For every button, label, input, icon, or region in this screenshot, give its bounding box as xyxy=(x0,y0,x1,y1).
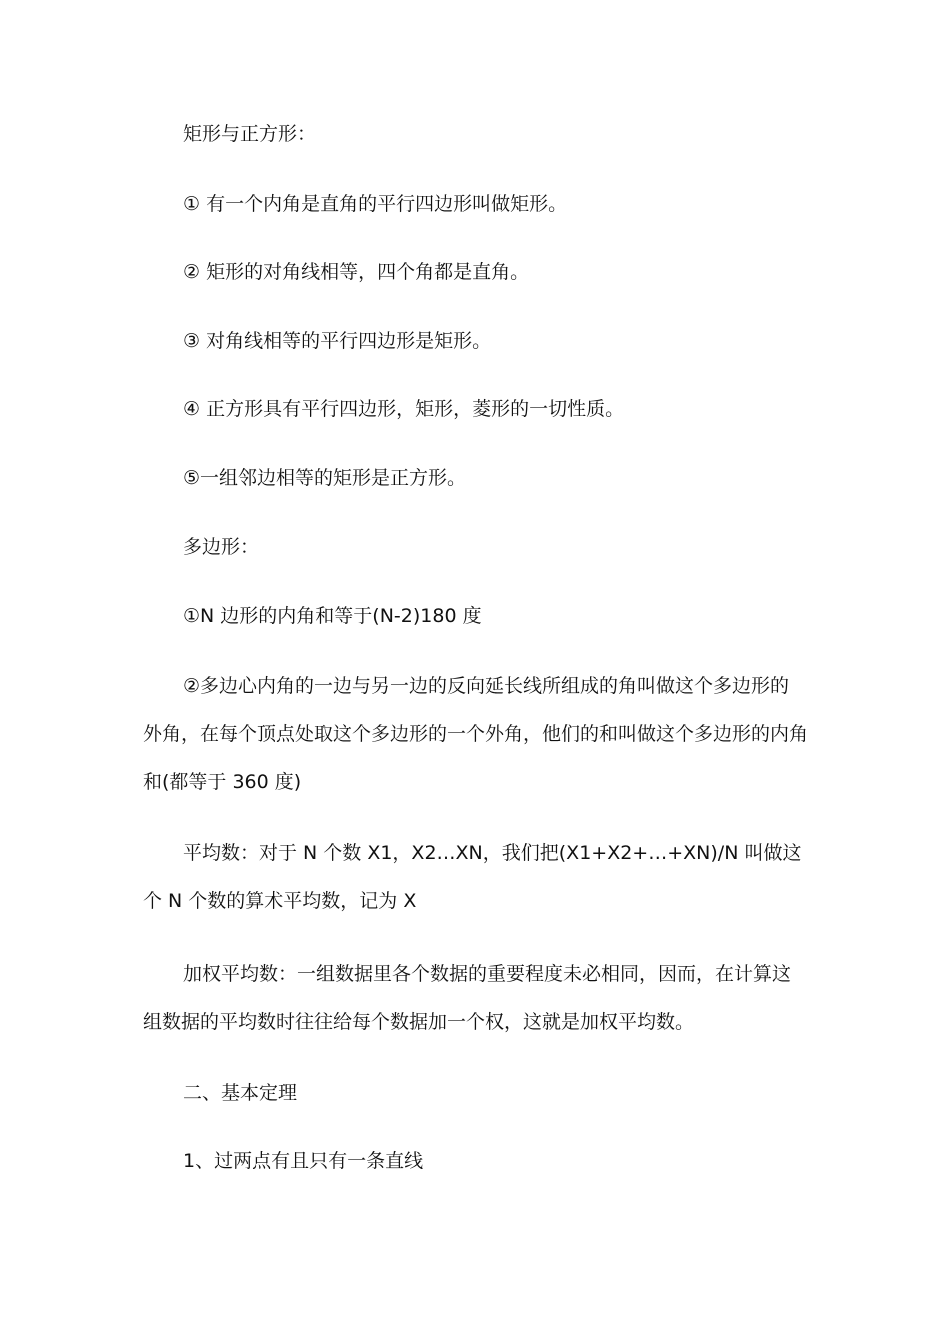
paragraph-square-properties: ④ 正方形具有平行四边形，矩形，菱形的一切性质。 xyxy=(183,398,625,420)
paragraph-rectangle-criterion: ③ 对角线相等的平行四边形是矩形。 xyxy=(183,330,492,352)
heading-rectangle-square: 矩形与正方形： xyxy=(183,123,317,145)
paragraph-weighted-mean: 加权平均数：一组数据里各个数据的重要程度未必相同，因而，在计算这组数据的平均数时往往给每个数据加一个权，这就是加权平均数。 xyxy=(143,963,792,1033)
heading-polygon: 多边形： xyxy=(183,536,260,558)
paragraph-polygon-exterior-angle: ②多边心内角的一边与另一边的反向延长线所组成的角叫做这个多边形的外角，在每个顶点处取这个多边形的一个外角，他们的和叫做这个多边形的内角和(都等于 360 度) xyxy=(143,675,809,793)
paragraph-mean-definition: 平均数：对于 N 个数 X1，X2…XN，我们把(X1+X2+…+XN)/N 叫做这个 N 个数的算术平均数，记为 X xyxy=(143,842,802,912)
paragraph-rectangle-property: ② 矩形的对角线相等，四个角都是直角。 xyxy=(183,261,530,283)
heading-basic-theorems: 二、基本定理 xyxy=(183,1082,298,1104)
paragraph-rectangle-definition: ① 有一个内角是直角的平行四边形叫做矩形。 xyxy=(183,193,568,215)
paragraph-polygon-angle-sum: ①N 边形的内角和等于(N-2)180 度 xyxy=(183,605,482,627)
paragraph-theorem-line: 1、过两点有且只有一条直线 xyxy=(183,1150,424,1172)
paragraph-square-criterion: ⑤一组邻边相等的矩形是正方形。 xyxy=(183,467,467,489)
